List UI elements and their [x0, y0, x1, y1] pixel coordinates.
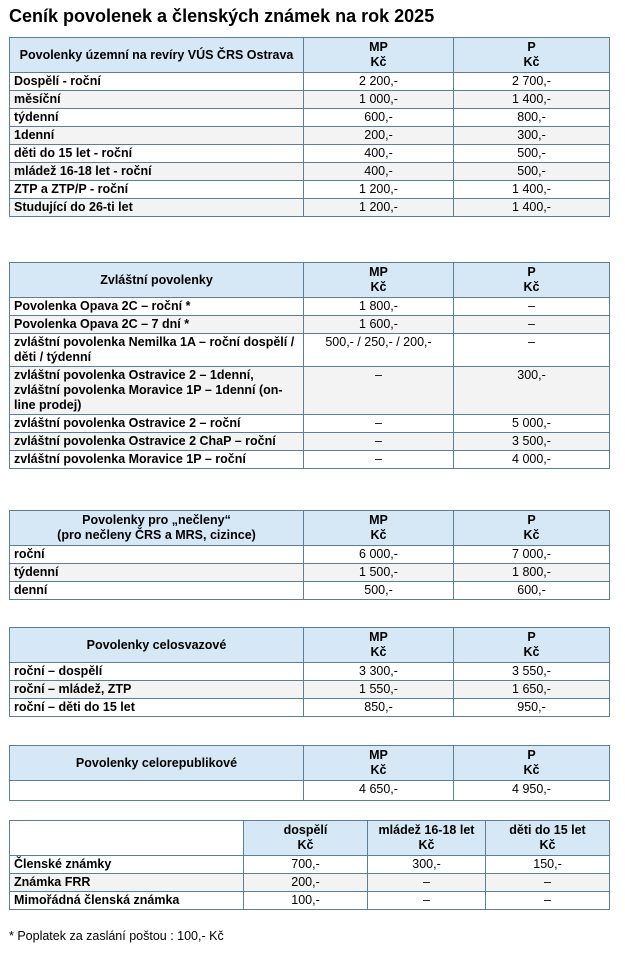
table-row	[10, 892, 610, 910]
p-value: 4 000,-	[454, 451, 610, 469]
child-label: děti do 15 let	[509, 823, 586, 837]
mp-value: 6 000,-	[304, 546, 454, 564]
youth-label: mládež 16-18 let	[378, 823, 475, 837]
mp-value: 3 300,-	[304, 663, 454, 681]
header-mp	[304, 263, 454, 298]
p-value: 300,-	[454, 367, 610, 415]
header-line-1: Povolenky pro „nečleny“	[82, 513, 231, 527]
row-name: Členské známky	[10, 856, 244, 874]
p-value: 1 800,-	[454, 564, 610, 582]
table-row	[10, 564, 610, 582]
youth-value: –	[368, 874, 486, 892]
header-uzemni: Povolenky územní na revíry VÚS ČRS Ostrava	[10, 38, 304, 73]
p-label: P	[527, 265, 536, 279]
p-label: P	[527, 513, 536, 527]
adult-value: 700,-	[244, 856, 368, 874]
mp-value: 1 200,-	[304, 199, 454, 217]
mp-value: 2 200,-	[304, 73, 454, 91]
footnote: * Poplatek za zaslání poštou : 100,- Kč	[9, 929, 224, 943]
row-name: roční – děti do 15 let	[10, 699, 304, 717]
unit-label: Kč	[418, 838, 435, 852]
table-row	[10, 582, 610, 600]
table-row	[10, 433, 610, 451]
row-name: Povolenka Opava 2C – roční *	[10, 298, 304, 316]
mp-value: –	[304, 415, 454, 433]
table-clenske-znamky	[9, 820, 610, 910]
header-p	[454, 263, 610, 298]
mp-label: MP	[369, 265, 388, 279]
mp-value: –	[304, 367, 454, 415]
mp-label: MP	[369, 513, 388, 527]
table-celosvazove	[9, 627, 610, 717]
table-header-row	[10, 511, 610, 546]
table-zvlastni	[9, 262, 610, 469]
table-row	[10, 546, 610, 564]
table-header-row	[10, 821, 610, 856]
row-name: zvláštní povolenka Ostravice 2 – 1denní, zvláštní povolenka Moravice 1P – 1denní (on-line prodej)	[10, 367, 304, 415]
unit-label: Kč	[523, 645, 540, 659]
table-row	[10, 681, 610, 699]
row-name: zvláštní povolenka Ostravice 2 ChaP – roční	[10, 433, 304, 451]
table-row	[10, 367, 610, 415]
header-line-2: (pro nečleny ČRS a MRS, cizince)	[57, 528, 256, 542]
row-name: týdenní	[10, 109, 304, 127]
p-value: 2 700,-	[454, 73, 610, 91]
mp-value: –	[304, 451, 454, 469]
row-name: mládež 16-18 let - roční	[10, 163, 304, 181]
header-celosvazove: Povolenky celosvazové	[10, 628, 304, 663]
header-youth	[368, 821, 486, 856]
p-value: 500,-	[454, 145, 610, 163]
table-row	[10, 199, 610, 217]
adult-label: dospělí	[283, 823, 328, 837]
table-row	[10, 415, 610, 433]
row-name	[10, 781, 304, 801]
p-value: 1 650,-	[454, 681, 610, 699]
youth-value: –	[368, 892, 486, 910]
mp-label: MP	[369, 630, 388, 644]
p-value: 1 400,-	[454, 91, 610, 109]
row-name: Známka FRR	[10, 874, 244, 892]
mp-value: 1 800,-	[304, 298, 454, 316]
header-celorepublikove: Povolenky celorepublikové	[10, 746, 304, 781]
row-name: Dospělí - roční	[10, 73, 304, 91]
page-title: Ceník povolenek a členských známek na rok 2025	[9, 6, 435, 26]
mp-value: –	[304, 433, 454, 451]
unit-label: Kč	[523, 528, 540, 542]
table-row	[10, 181, 610, 199]
child-value: –	[486, 874, 610, 892]
header-neclenove	[10, 511, 304, 546]
row-name: děti do 15 let - roční	[10, 145, 304, 163]
p-value: 5 000,-	[454, 415, 610, 433]
row-name: týdenní	[10, 564, 304, 582]
unit-label: Kč	[370, 763, 387, 777]
child-value: –	[486, 892, 610, 910]
table-header-row	[10, 38, 610, 73]
unit-label: Kč	[370, 645, 387, 659]
table-row	[10, 663, 610, 681]
p-value: 300,-	[454, 127, 610, 145]
mp-value: 500,- / 250,- / 200,-	[304, 334, 454, 367]
table-uzemni	[9, 37, 610, 217]
header-mp	[304, 511, 454, 546]
table-row	[10, 781, 610, 801]
mp-label: MP	[369, 748, 388, 762]
row-name: Mimořádná členská známka	[10, 892, 244, 910]
table-row	[10, 91, 610, 109]
table-header-row	[10, 263, 610, 298]
table-row	[10, 145, 610, 163]
table-neclenove	[9, 510, 610, 600]
header-p	[454, 511, 610, 546]
p-value: 7 000,-	[454, 546, 610, 564]
header-zvlastni: Zvláštní povolenky	[10, 263, 304, 298]
mp-value: 4 650,-	[304, 781, 454, 801]
p-value: –	[454, 334, 610, 367]
p-value: 500,-	[454, 163, 610, 181]
mp-value: 1 200,-	[304, 181, 454, 199]
unit-label: Kč	[370, 280, 387, 294]
table-row	[10, 127, 610, 145]
table-row	[10, 856, 610, 874]
mp-value: 500,-	[304, 582, 454, 600]
row-name: zvláštní povolenka Moravice 1P – roční	[10, 451, 304, 469]
header-mp	[304, 38, 454, 73]
row-name: ZTP a ZTP/P - roční	[10, 181, 304, 199]
table-row	[10, 451, 610, 469]
unit-label: Kč	[370, 528, 387, 542]
row-name: roční	[10, 546, 304, 564]
table-row	[10, 109, 610, 127]
table-row	[10, 73, 610, 91]
unit-label: Kč	[523, 55, 540, 69]
p-value: 950,-	[454, 699, 610, 717]
table-row	[10, 163, 610, 181]
unit-label: Kč	[539, 838, 556, 852]
p-value: 1 400,-	[454, 181, 610, 199]
p-value: 600,-	[454, 582, 610, 600]
mp-value: 600,-	[304, 109, 454, 127]
table-row	[10, 874, 610, 892]
row-name: roční – dospělí	[10, 663, 304, 681]
table-row	[10, 316, 610, 334]
p-value: –	[454, 298, 610, 316]
row-name: 1denní	[10, 127, 304, 145]
table-celorepublikove	[9, 745, 610, 801]
mp-value: 400,-	[304, 145, 454, 163]
row-name: Povolenka Opava 2C – 7 dní *	[10, 316, 304, 334]
mp-value: 1 600,-	[304, 316, 454, 334]
row-name: zvláštní povolenka Nemilka 1A – roční dospělí / děti / týdenní	[10, 334, 304, 367]
mp-value: 1 500,-	[304, 564, 454, 582]
child-value: 150,-	[486, 856, 610, 874]
mp-label: MP	[369, 40, 388, 54]
mp-value: 850,-	[304, 699, 454, 717]
p-value: 4 950,-	[454, 781, 610, 801]
p-value: 3 500,-	[454, 433, 610, 451]
p-value: 3 550,-	[454, 663, 610, 681]
unit-label: Kč	[523, 763, 540, 777]
adult-value: 200,-	[244, 874, 368, 892]
unit-label: Kč	[370, 55, 387, 69]
p-label: P	[527, 40, 536, 54]
unit-label: Kč	[523, 280, 540, 294]
p-label: P	[527, 748, 536, 762]
header-p	[454, 38, 610, 73]
header-mp	[304, 746, 454, 781]
header-p	[454, 628, 610, 663]
p-label: P	[527, 630, 536, 644]
p-value: 1 400,-	[454, 199, 610, 217]
adult-value: 100,-	[244, 892, 368, 910]
mp-value: 1 550,-	[304, 681, 454, 699]
header-mp	[304, 628, 454, 663]
header-empty	[10, 821, 244, 856]
header-child	[486, 821, 610, 856]
row-name: zvláštní povolenka Ostravice 2 – roční	[10, 415, 304, 433]
row-name: roční – mládež, ZTP	[10, 681, 304, 699]
row-name: Studující do 26-ti let	[10, 199, 304, 217]
row-name: měsíční	[10, 91, 304, 109]
unit-label: Kč	[297, 838, 314, 852]
p-value: 800,-	[454, 109, 610, 127]
p-value: –	[454, 316, 610, 334]
mp-value: 200,-	[304, 127, 454, 145]
table-row	[10, 298, 610, 316]
mp-value: 400,-	[304, 163, 454, 181]
header-adult	[244, 821, 368, 856]
row-name: denní	[10, 582, 304, 600]
table-header-row	[10, 628, 610, 663]
table-header-row	[10, 746, 610, 781]
mp-value: 1 000,-	[304, 91, 454, 109]
table-row	[10, 334, 610, 367]
header-p	[454, 746, 610, 781]
youth-value: 300,-	[368, 856, 486, 874]
table-row	[10, 699, 610, 717]
